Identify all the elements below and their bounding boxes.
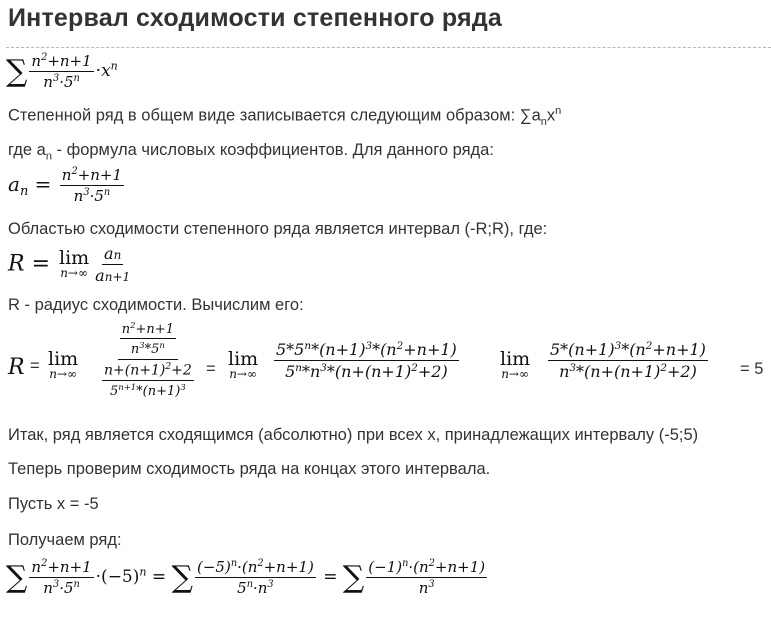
- title-divider: [6, 47, 771, 48]
- paragraph-convergence-interval: Областью сходимости степенного ряда является интервал (-R;R), где:: [8, 220, 548, 238]
- equals-sign-1: =: [30, 357, 40, 375]
- lim-label: lim: [48, 348, 79, 370]
- formula-series: ∑ $\frac{n^2+n+1}{n^3\cdot 5^n}$ $\cdot x^n$: [6, 52, 118, 91]
- subscript-n: n: [540, 115, 547, 128]
- formula-endpoint-series: ∑ $\frac{n^2+n+1}{n^3\cdot 5^n}$ $\cdot(-5)^n$ = ∑ $\frac{(-5)^n\cdot(n^2+n+1)}{5^n\cdot n^3}$ = ∑ $\frac{(-1)^n\cdot(n^2+n+1)}{n^3}$: [6, 558, 486, 597]
- formula-R-label: R: [8, 355, 25, 380]
- formula-an: $a_n$ = $\frac{n^2+n+1}{n^3\cdot 5^n}$: [8, 166, 123, 205]
- limit-result: [740, 359, 763, 379]
- limit-1: [46, 350, 80, 381]
- equals-text: =: [206, 360, 216, 378]
- limit-3: lim n→∞: [500, 348, 531, 381]
- paragraph-coefficients-pre: где a: [8, 141, 46, 159]
- limit-2: lim n→∞: [228, 348, 259, 381]
- result-text: = 5: [740, 360, 764, 378]
- subscript-n: n: [45, 150, 52, 163]
- paragraph-power-series-x: x: [546, 106, 556, 125]
- paragraph-let-x: Пусть x = -5: [8, 495, 99, 513]
- fraction-3: $\frac{5*(n+1)^3*(n^2+n+1)}{n^3*(n+(n+1)^2+2)}$: [550, 340, 706, 382]
- formula-radius: R = lim n→∞ $\frac{an}{an+1}$: [8, 244, 131, 285]
- equals-sign-2: [206, 359, 216, 379]
- superscript-n: n: [555, 105, 562, 117]
- paragraph-radius: R - радиус сходимости. Вычислим его:: [8, 296, 304, 314]
- paragraph-coefficients-text: - формула числовых коэффициентов. Для данного ряда:: [51, 141, 494, 159]
- page-title: Интервал сходимости степенного ряда: [8, 4, 502, 32]
- fraction-2: $\frac{5*5^n*(n+1)^3*(n^2+n+1)}{5^n*n^3*(n+(n+1)^2+2)}$: [276, 340, 457, 382]
- paragraph-power-series-text: Степенной ряд в общем виде записывается следующим образом: ∑a: [8, 106, 541, 125]
- paragraph-power-series: [8, 105, 561, 128]
- paragraph-get-series: Получаем ряд:: [8, 531, 122, 549]
- paragraph-coefficients: [8, 141, 494, 162]
- compound-fraction: $\frac{\frac{n^2+n+1}{n^3*5^n}}{\frac{n+(n+1)^2+2}{5^{n+1}*(n+1)^3}}$: [104, 320, 192, 399]
- lim-subscript: n→∞: [49, 367, 77, 381]
- paragraph-check-endpoints: Теперь проверим сходимость ряда на концах этого интервала.: [8, 460, 491, 478]
- paragraph-conclusion: Итак, ряд является сходящимся (абсолютно) при всех x, принадлежащих интервалу (-5;5): [8, 426, 699, 444]
